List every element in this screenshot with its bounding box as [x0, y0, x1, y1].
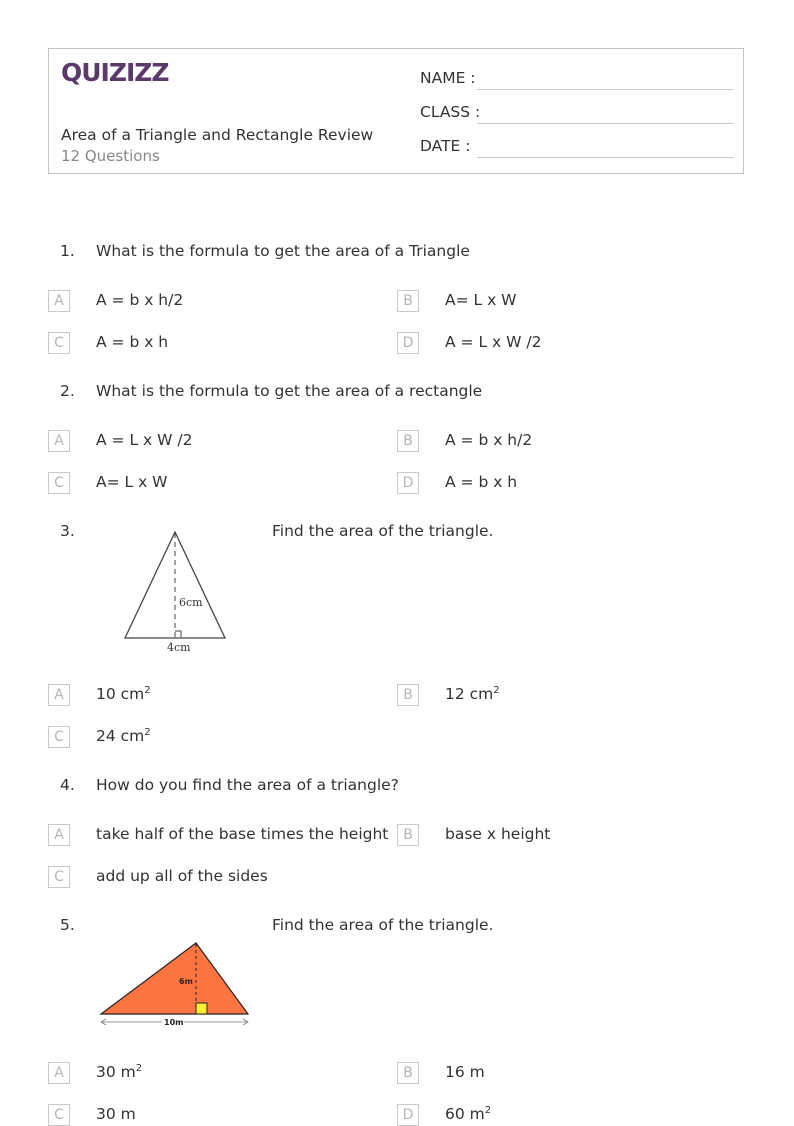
option-letter-c[interactable]: C: [48, 472, 70, 494]
option-text[interactable]: add up all of the sides: [96, 867, 268, 885]
option-text[interactable]: 10 $cm^2$: [96, 685, 151, 704]
option-text[interactable]: A = b x h: [445, 473, 518, 491]
question-number: 2.: [60, 382, 75, 400]
question-number: 4.: [60, 776, 75, 794]
class-label: CLASS :: [420, 103, 481, 121]
question-text: What is the formula to get the area of a rectangle: [96, 382, 483, 400]
option-text[interactable]: A = b x h: [96, 333, 169, 351]
question-number: 3.: [60, 522, 75, 540]
option-text[interactable]: 60 $m^2$: [445, 1105, 492, 1124]
option-text[interactable]: A= L x W: [445, 291, 517, 309]
option-letter-d[interactable]: D: [397, 1104, 419, 1126]
option-letter-a[interactable]: A: [48, 824, 70, 846]
option-letter-d[interactable]: D: [397, 472, 419, 494]
triangle-fill: [101, 943, 248, 1014]
option-letter-b[interactable]: B: [397, 684, 419, 706]
option-letter-c[interactable]: C: [48, 726, 70, 748]
option-text[interactable]: 30 m: [96, 1105, 136, 1123]
option-text[interactable]: take half of the base times the height: [96, 825, 389, 843]
question-number: 1.: [60, 242, 75, 260]
option-text[interactable]: A = b x h/2: [445, 431, 533, 449]
option-letter-d[interactable]: D: [397, 332, 419, 354]
question-text: How do you find the area of a triangle?: [96, 776, 399, 794]
question-text: Find the area of the triangle.: [272, 522, 494, 540]
option-letter-a[interactable]: A: [48, 290, 70, 312]
option-text[interactable]: 12 $cm^2$: [445, 685, 500, 704]
base-label: 10m: [164, 1018, 184, 1027]
date-label: DATE :: [420, 137, 471, 155]
height-label: 6m: [179, 977, 193, 986]
right-angle-marker: [196, 1003, 207, 1014]
worksheet-title: Area of a Triangle and Rectangle Review: [61, 126, 374, 144]
option-letter-b[interactable]: B: [397, 824, 419, 846]
option-text[interactable]: A= L x W: [96, 473, 168, 491]
base-label: 4cm: [167, 641, 191, 654]
option-letter-c[interactable]: C: [48, 332, 70, 354]
option-letter-b[interactable]: B: [397, 290, 419, 312]
question-number: 5.: [60, 916, 75, 934]
option-text[interactable]: base x height: [445, 825, 551, 843]
question-text: Find the area of the triangle.: [272, 916, 494, 934]
option-text[interactable]: A = L x W /2: [445, 333, 542, 351]
height-label: 6cm: [179, 596, 203, 609]
option-text[interactable]: 16 m: [445, 1063, 485, 1081]
option-letter-a[interactable]: A: [48, 1062, 70, 1084]
quizizz-logo: QUIZIZZ: [61, 58, 169, 87]
option-text[interactable]: A = b x h/2: [96, 291, 184, 309]
option-letter-b[interactable]: B: [397, 430, 419, 452]
option-letter-c[interactable]: C: [48, 1104, 70, 1126]
question-text: What is the formula to get the area of a Triangle: [96, 242, 470, 260]
option-text[interactable]: 24 $cm^2$: [96, 727, 151, 746]
option-letter-a[interactable]: A: [48, 684, 70, 706]
question-count: 12 Questions: [61, 147, 160, 165]
option-text[interactable]: 30 $m^2$: [96, 1063, 143, 1082]
option-letter-c[interactable]: C: [48, 866, 70, 888]
option-text[interactable]: A = L x W /2: [96, 431, 193, 449]
option-letter-a[interactable]: A: [48, 430, 70, 452]
option-letter-b[interactable]: B: [397, 1062, 419, 1084]
name-label: NAME :: [420, 69, 476, 87]
